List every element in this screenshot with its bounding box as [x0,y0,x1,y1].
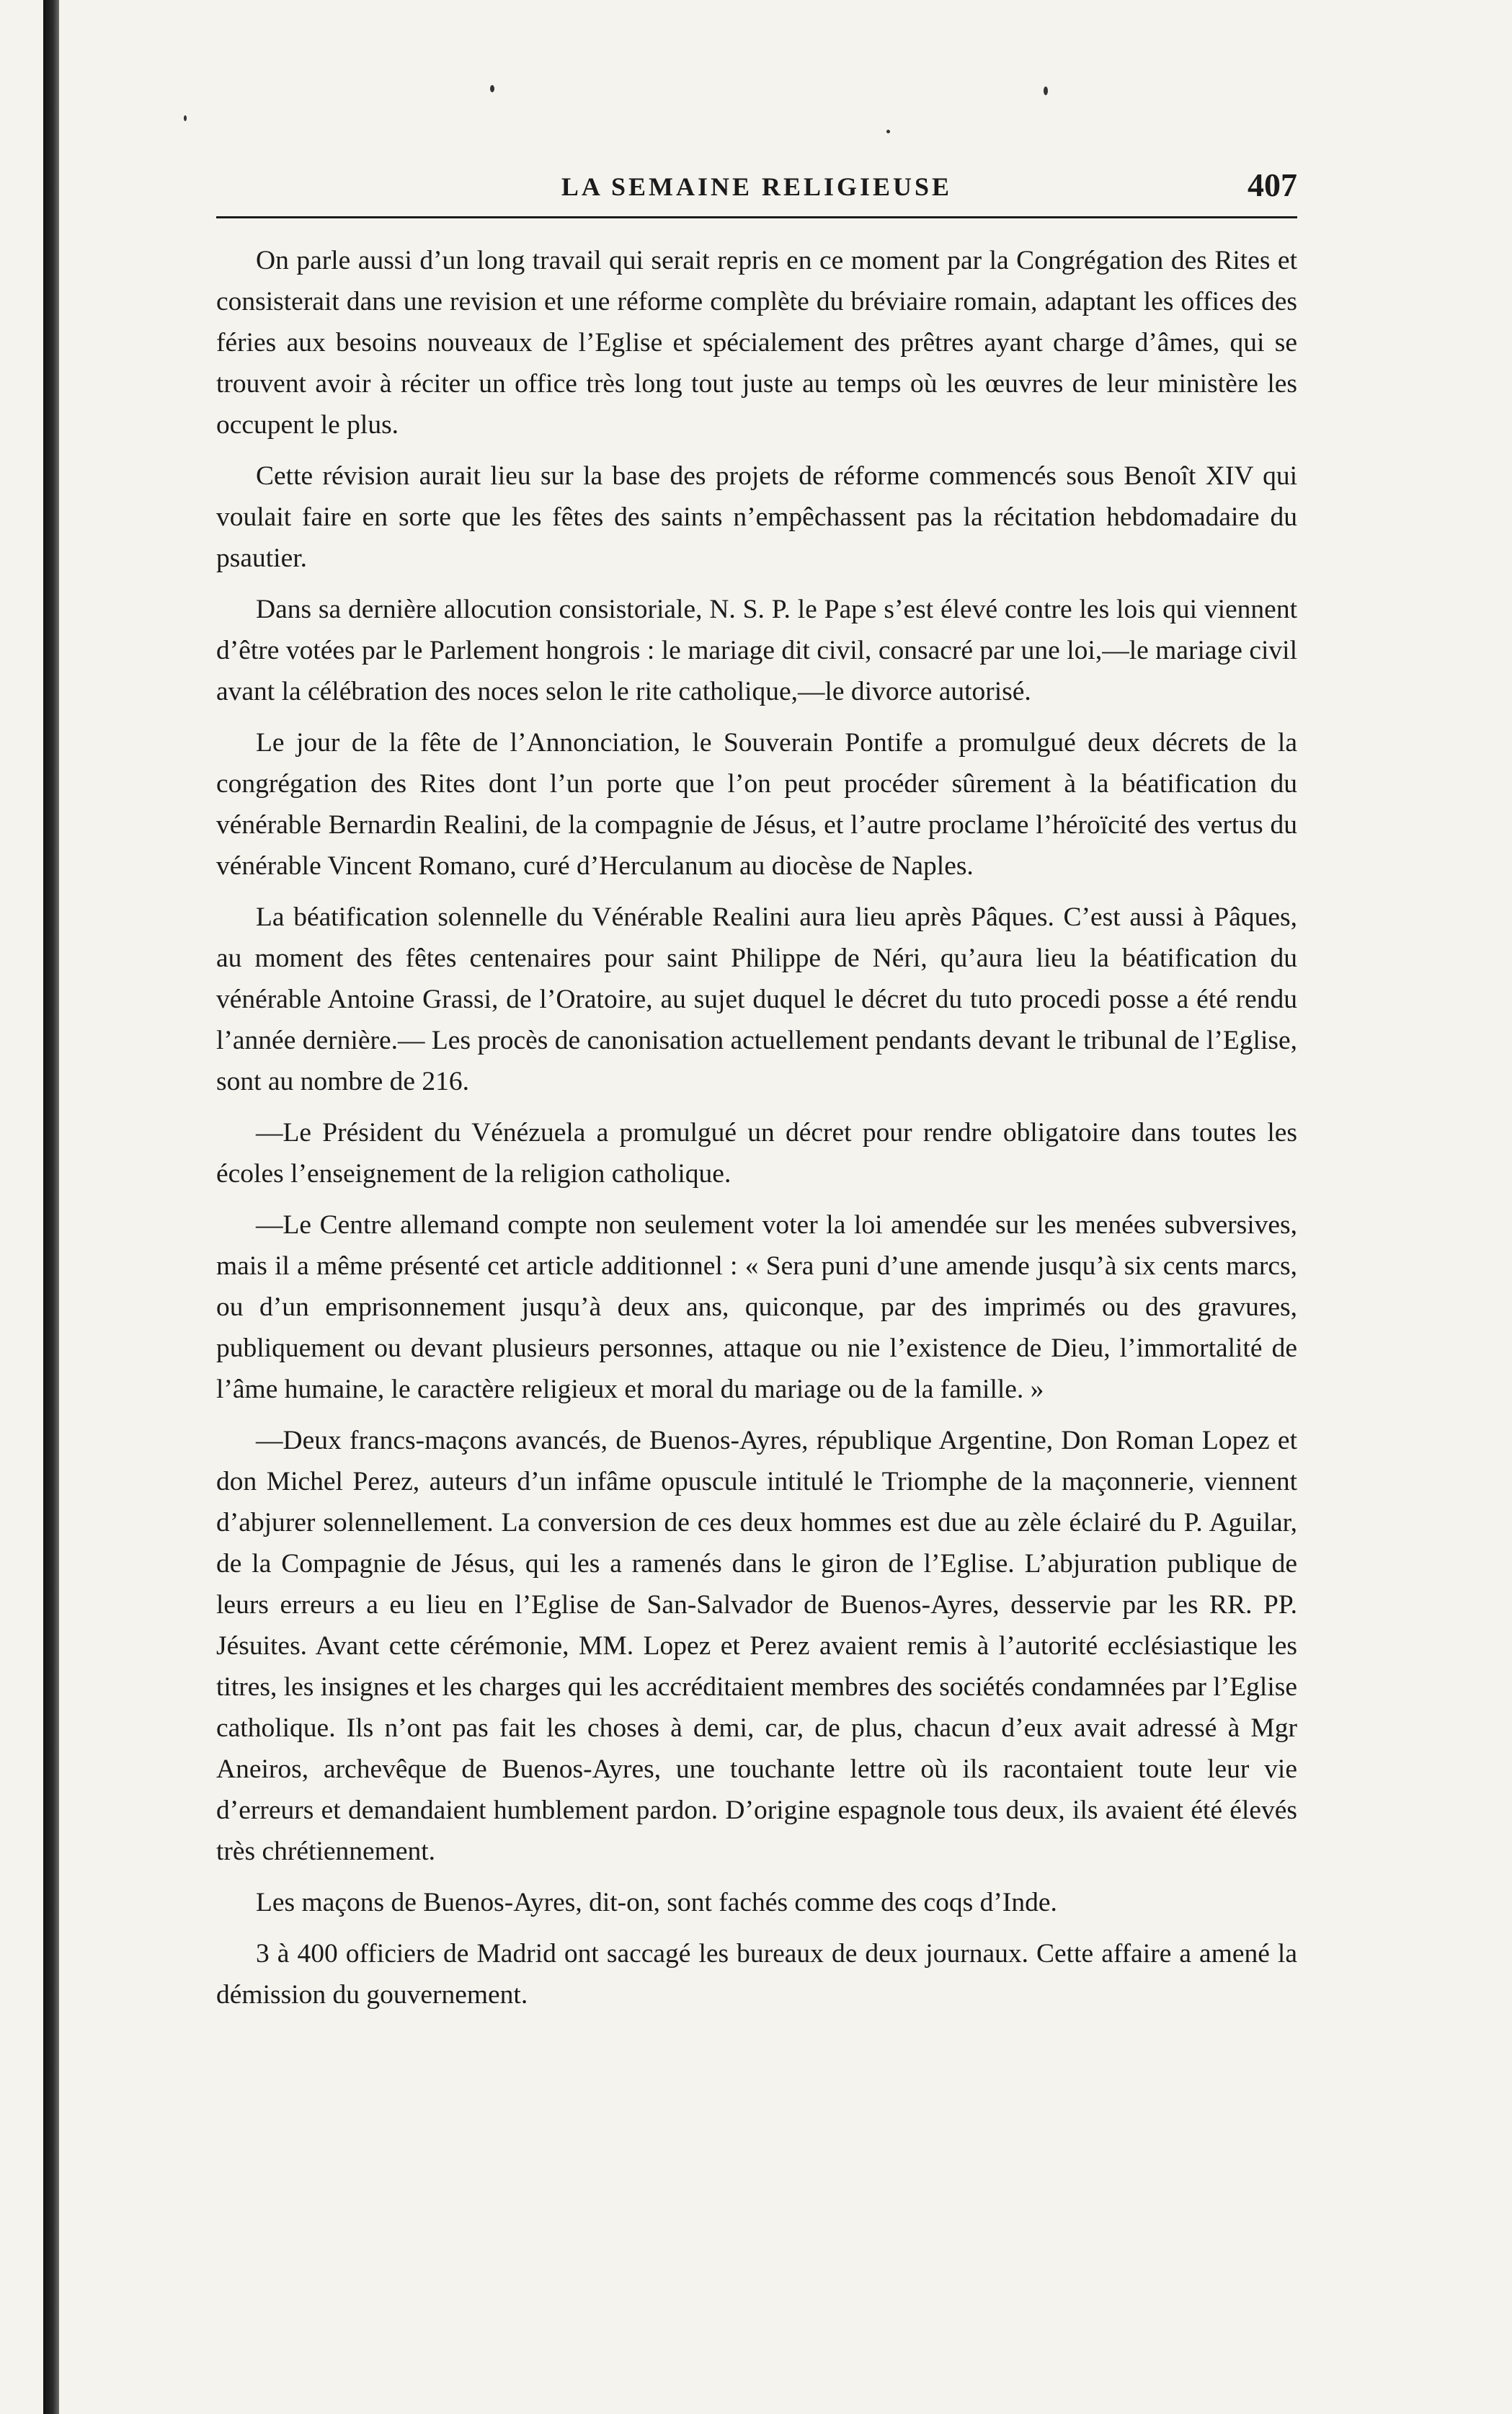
scan-speck [490,85,494,92]
page-number: 407 [1248,167,1297,203]
paragraph-german-centre: —Le Centre allemand compte non seulement voter la loi amendée sur les menées subversives, mais il a même présenté cet article additionnel : « Sera puni d’une amende jusqu’à six cents marcs, ou d’un emprisonnement jusqu’à deux ans, quiconque, par des imprimés ou des gravures, publiquement ou devant plusieurs personnes, attaque ou nie l’existence de Dieu, l’immortalité de l’âme humaine, le caractère religieux et moral du mariage ou de la famille. » [216,1210,1297,1404]
scan-speck [184,115,187,121]
paragraph-venezuela: —Le Président du Vénézuela a promulgué un décret pour rendre obligatoire dans toutes les écoles l’enseignement de la religion catholique. [216,1118,1297,1189]
paragraph-madrid-officers: 3 à 400 officiers de Madrid ont saccagé les bureaux de deux journaux. Cette affaire a amené la démission du gouvernement. [216,1939,1297,2010]
paragraph-consistorial-allocution: Dans sa dernière allocution consistoriale, N. S. P. le Pape s’est élevé contre les lois qui viennent d’être votées par le Parlement hongrois : le mariage dit civil, consacré par une loi,—le mariage civil avant la célébration des noces selon le rite catholique,—le divorce autorisé. [216,595,1297,706]
paragraph-revision-basis: Cette révision aurait lieu sur la base des projets de réforme commencés sous Benoît XIV qui voulait faire en sorte que les fêtes des saints n’empêchassent pas la récitation hebdomadaire du psautier. [216,461,1297,573]
scan-speck [886,130,890,133]
running-title: LA SEMAINE RELIGIEUSE [561,172,953,201]
paragraph-breviary-reform: On parle aussi d’un long travail qui serait repris en ce moment par la Congrégation des Rites et consisterait dans une revision et une réforme complète du bréviaire romain, adaptant les offices des féries aux besoins nouveaux de l’Eglise et spécialement des prêtres ayant charge d’âmes, qui se trouvent avoir à réciter un office très long tout juste au temps où les œuvres de leur ministère les occupent le plus. [216,246,1297,440]
paragraph-masons-angry: Les maçons de Buenos-Ayres, dit-on, sont fachés comme des coqs d’Inde. [256,1888,1057,1917]
document-page [216,166,1297,2015]
page-binding-edge [43,0,59,2414]
paragraph-buenos-ayres-abjuration: —Deux francs-maçons avancés, de Buenos-Ayres, république Argentine, Don Roman Lopez et don Michel Perez, auteurs d’un infâme opuscule intitulé le Triomphe de la maçonnerie, viennent d’abjurer solennellement. La conversion de ces deux hommes est due au zèle éclairé du P. Aguilar, de la Compagnie de Jésus, qui les a ramenés dans le giron de l’Eglise. L’abjuration publique de leurs erreurs a eu lieu en l’Eglise de San-Salvador de Buenos-Ayres, desservie par les RR. PP. Jésuites. Avant cette cérémonie, MM. Lopez et Perez avaient remis à l’autorité ecclésiastique les titres, les insignes et les charges qui les accréditaient membres des sociétés condamnées par l’Eglise catholique. Ils n’ont pas fait les choses à demi, car, de plus, chacun d’eux avait adressé à Mgr Aneiros, archevêque de Buenos-Ayres, une touchante lettre où ils racontaient toute leur vie d’erreurs et demandaient humblement pardon. D’origine espagnole tous deux, ils avaient été élevés très chrétiennement. [216,1426,1297,1866]
header-rule [216,216,1297,218]
paragraph-annunciation-decrees: Le jour de la fête de l’Annonciation, le Souverain Pontife a promulgué deux décrets de la congrégation des Rites dont l’un porte que l’on peut procéder sûrement à la béatification du vénérable Bernardin Realini, de la compagnie de Jésus, et l’autre proclame l’héroïcité des vertus du vénérable Vincent Romano, curé d’Herculanum au diocèse de Naples. [216,728,1297,881]
scan-speck [1044,86,1048,95]
running-header [216,166,1297,209]
paragraph-beatification: La béatification solennelle du Vénérable Realini aura lieu après Pâques. C’est aussi à Pâques, au moment des fêtes centenaires pour saint Philippe de Néri, qu’aura lieu la béatification du vénérable Antoine Grassi, de l’Oratoire, au sujet duquel le décret du tuto procedi posse a été rendu l’année dernière.— Les procès de canonisation actuellement pendants devant le tribunal de l’Eglise, sont au nombre de 216. [216,902,1297,1096]
article-body [216,240,1297,2015]
